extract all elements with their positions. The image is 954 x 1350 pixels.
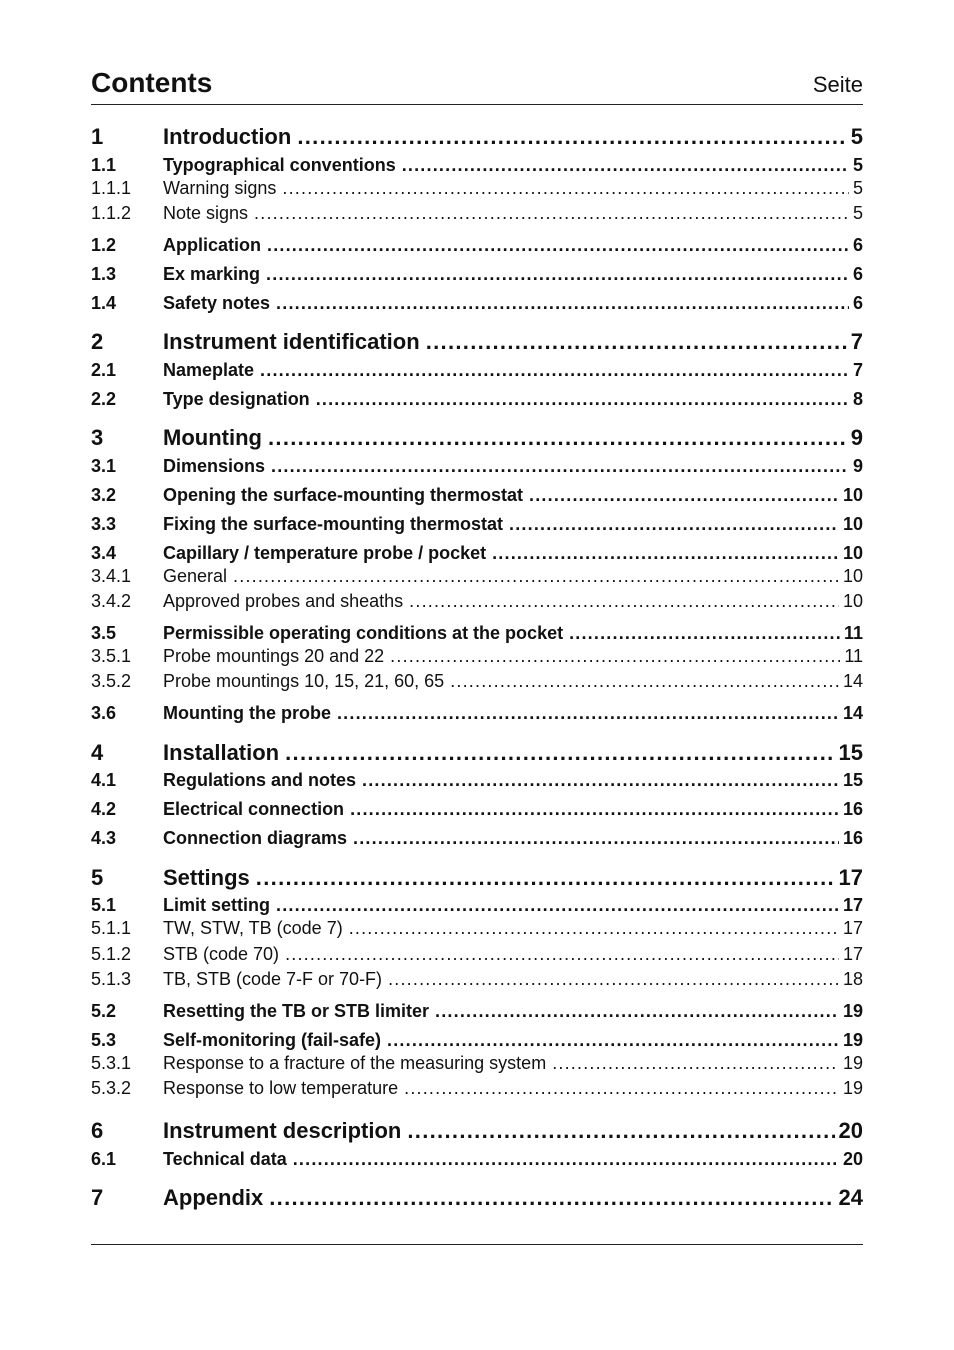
- toc-dot-leader: [349, 918, 839, 939]
- toc-entry[interactable]: [91, 1118, 863, 1144]
- toc-entry-title: Permissible operating conditions at the pocket: [163, 623, 564, 643]
- toc-entry-page: 17: [838, 865, 863, 890]
- toc-entry-title: Mounting the probe: [163, 703, 331, 723]
- toc-entry-number: 2: [91, 329, 104, 354]
- toc-dot-leader: [509, 514, 839, 535]
- toc-entry[interactable]: [91, 944, 863, 970]
- toc-entry-title: Settings: [163, 865, 250, 890]
- toc-dot-leader: [316, 389, 849, 410]
- toc-entry-title: Mounting: [163, 425, 262, 450]
- toc-entry[interactable]: [91, 671, 863, 697]
- toc-dot-leader: [388, 969, 839, 990]
- toc-entry-number: 4.1: [91, 770, 117, 790]
- toc-entry[interactable]: [91, 235, 863, 261]
- toc-entry-number: 4.3: [91, 828, 117, 848]
- toc-entry-title: Response to low temperature: [163, 1078, 399, 1098]
- toc-entry-title: Ex marking: [163, 264, 261, 284]
- toc-entry[interactable]: [91, 703, 863, 729]
- page-header: [91, 66, 863, 105]
- toc-entry-title: Instrument description: [163, 1118, 402, 1143]
- toc-entry[interactable]: [91, 1053, 863, 1079]
- toc-dot-leader: [492, 543, 839, 564]
- toc-entry-title: Response to a fracture of the measuring system: [163, 1053, 547, 1073]
- toc-dot-leader: [529, 485, 839, 506]
- toc-dot-leader: [293, 1149, 839, 1170]
- toc-entry-title: Appendix: [163, 1185, 264, 1210]
- toc-entry[interactable]: [91, 1078, 863, 1104]
- toc-entry-title: TW, STW, TB (code 7): [163, 918, 343, 938]
- page-title: Contents: [91, 67, 213, 98]
- toc-dot-leader: [404, 1078, 839, 1099]
- toc-entry-number: 1.3: [91, 264, 117, 284]
- toc-entry-page: 11: [843, 623, 863, 643]
- toc-entry-number: 2.1: [91, 360, 117, 380]
- footer-divider: [91, 1244, 863, 1245]
- toc-entry-page: 7: [850, 329, 863, 354]
- toc-dot-leader: [390, 646, 840, 667]
- toc-entry[interactable]: [91, 566, 863, 592]
- toc-entry-number: 2.2: [91, 389, 117, 409]
- toc-dot-leader: [267, 235, 849, 256]
- toc-entry-title: Limit setting: [163, 895, 270, 915]
- toc-entry-title: Dimensions: [163, 456, 266, 476]
- toc-entry[interactable]: [91, 740, 863, 766]
- toc-entry-page: 19: [842, 1030, 863, 1050]
- toc-entry-title: Electrical connection: [163, 799, 345, 819]
- toc-entry-page: 6: [852, 293, 863, 313]
- toc-dot-leader: [285, 944, 839, 965]
- toc-dot-leader: [285, 740, 834, 766]
- toc-dot-leader: [269, 1185, 834, 1211]
- toc-entry-number: 7: [91, 1185, 104, 1210]
- toc-entry-page: 6: [852, 264, 863, 284]
- toc-entry-number: 1.1: [91, 155, 117, 175]
- toc-entry[interactable]: [91, 828, 863, 854]
- toc-dot-leader: [407, 1118, 834, 1144]
- toc-entry[interactable]: [91, 514, 863, 540]
- toc-entry-title: Application: [163, 235, 261, 255]
- toc-entry-title: Warning signs: [163, 178, 277, 198]
- toc-entry[interactable]: [91, 918, 863, 944]
- toc-entry-number: 3.5.2: [91, 671, 132, 691]
- toc-dot-leader: [435, 1001, 839, 1022]
- toc-entry[interactable]: [91, 1185, 863, 1211]
- toc-entry-page: 9: [852, 456, 863, 476]
- toc-entry-page: 17: [842, 895, 863, 915]
- toc-entry-number: 5.2: [91, 1001, 117, 1021]
- toc-entry-title: Technical data: [163, 1149, 287, 1169]
- toc-dot-leader: [282, 178, 849, 199]
- toc-entry-title: Connection diagrams: [163, 828, 348, 848]
- toc-entry-number: 3.6: [91, 703, 117, 723]
- toc-entry-number: 3.5: [91, 623, 117, 643]
- toc-entry-title: Instrument identification: [163, 329, 420, 354]
- toc-entry[interactable]: [91, 360, 863, 386]
- toc-entry[interactable]: [91, 969, 863, 995]
- toc-entry-page: 10: [842, 485, 863, 505]
- toc-entry-page: 17: [842, 944, 863, 964]
- toc-entry-title: Regulations and notes: [163, 770, 357, 790]
- toc-entry-title: Introduction: [163, 124, 292, 149]
- toc-dot-leader: [256, 865, 835, 891]
- toc-entry-number: 4: [91, 740, 104, 765]
- toc-entry-title: TB, STB (code 7-F or 70-F): [163, 969, 383, 989]
- toc-entry-title: Installation: [163, 740, 280, 765]
- toc-entry[interactable]: [91, 799, 863, 825]
- toc-entry-page: 8: [852, 389, 863, 409]
- toc-entry-page: 10: [842, 566, 863, 586]
- toc-entry[interactable]: [91, 178, 863, 204]
- toc-entry[interactable]: [91, 770, 863, 796]
- toc-entry-title: Probe mountings 10, 15, 21, 60, 65: [163, 671, 445, 691]
- toc-entry-page: 15: [838, 740, 863, 765]
- toc-entry[interactable]: [91, 203, 863, 229]
- toc-entry-page: 7: [852, 360, 863, 380]
- toc-entry-number: 1.1.2: [91, 203, 132, 223]
- toc-entry-number: 1.4: [91, 293, 117, 313]
- toc-dot-leader: [297, 124, 846, 150]
- toc-entry-number: 6.1: [91, 1149, 117, 1169]
- toc-entry[interactable]: [91, 124, 863, 150]
- toc-entry[interactable]: [91, 1149, 863, 1175]
- toc-entry-page: 19: [842, 1078, 863, 1098]
- toc-dot-leader: [350, 799, 839, 820]
- toc-entry-number: 5.3.2: [91, 1078, 132, 1098]
- toc-entry[interactable]: [91, 329, 863, 355]
- toc-entry-number: 5.1.3: [91, 969, 132, 989]
- toc-entry[interactable]: [91, 1001, 863, 1027]
- toc-entry-title: Nameplate: [163, 360, 255, 380]
- toc-entry[interactable]: [91, 865, 863, 891]
- toc-dot-leader: [276, 895, 839, 916]
- page-column-label: Seite: [812, 72, 863, 97]
- toc-dot-leader: [268, 425, 847, 451]
- toc-entry-page: 18: [842, 969, 863, 989]
- toc-dot-leader: [276, 293, 849, 314]
- toc-entry-title: Capillary / temperature probe / pocket: [163, 543, 487, 563]
- toc-entry-number: 1.2: [91, 235, 117, 255]
- toc-entry-title: Approved probes and sheaths: [163, 591, 404, 611]
- toc-dot-leader: [353, 828, 839, 849]
- toc-entry-number: 3.5.1: [91, 646, 132, 666]
- toc-dot-leader: [387, 1030, 839, 1051]
- toc-dot-leader: [426, 329, 847, 355]
- toc-entry-page: 11: [844, 646, 863, 666]
- toc-entry-page: 16: [842, 828, 863, 848]
- toc-entry-page: 19: [842, 1001, 863, 1021]
- toc-entry-title: Probe mountings 20 and 22: [163, 646, 385, 666]
- toc-entry[interactable]: [91, 293, 863, 319]
- toc-dot-leader: [266, 264, 849, 285]
- toc-dot-leader: [450, 671, 839, 692]
- toc-dot-leader: [233, 566, 839, 587]
- toc-entry-title: Safety notes: [163, 293, 271, 313]
- toc-entry-number: 3: [91, 425, 104, 450]
- toc-entry-number: 5.1.2: [91, 944, 132, 964]
- toc-dot-leader: [254, 203, 849, 224]
- toc-entry-page: 20: [842, 1149, 863, 1169]
- toc-entry-title: STB (code 70): [163, 944, 280, 964]
- toc-entry-page: 10: [842, 514, 863, 534]
- toc-entry-title: Opening the surface-mounting thermostat: [163, 485, 524, 505]
- toc-entry[interactable]: [91, 485, 863, 511]
- toc-entry-number: 3.4.2: [91, 591, 132, 611]
- toc-entry-page: 19: [842, 1053, 863, 1073]
- toc-entry-title: General: [163, 566, 228, 586]
- toc-entry-page: 6: [852, 235, 863, 255]
- toc-entry-page: 5: [852, 203, 863, 223]
- toc-entry[interactable]: [91, 425, 863, 451]
- toc-entry-page: 14: [842, 671, 863, 691]
- toc-entry-number: 3.1: [91, 456, 117, 476]
- toc-entry[interactable]: [91, 456, 863, 482]
- toc-dot-leader: [362, 770, 839, 791]
- toc-dot-leader: [337, 703, 839, 724]
- toc-dot-leader: [409, 591, 839, 612]
- toc-entry-title: Type designation: [163, 389, 310, 409]
- toc-entry-page: 15: [842, 770, 863, 790]
- toc-entry-page: 5: [850, 124, 863, 149]
- toc-entry-title: Typographical conventions: [163, 155, 396, 175]
- toc-entry-title: Note signs: [163, 203, 249, 223]
- toc-entry-number: 5.1.1: [91, 918, 132, 938]
- toc-entry-page: 24: [838, 1185, 863, 1210]
- toc-dot-leader: [402, 155, 849, 176]
- toc-entry-title: Self-monitoring (fail-safe): [163, 1030, 382, 1050]
- toc-entry[interactable]: [91, 264, 863, 290]
- toc-entry-number: 1.1.1: [91, 178, 132, 198]
- toc-entry-number: 5.3.1: [91, 1053, 132, 1073]
- toc-entry-number: 5: [91, 865, 104, 890]
- toc-entry-page: 16: [842, 799, 863, 819]
- toc-entry-title: Fixing the surface-mounting thermostat: [163, 514, 504, 534]
- toc-entry-page: 14: [842, 703, 863, 723]
- toc-entry-number: 3.4.1: [91, 566, 132, 586]
- toc-entry-page: 17: [842, 918, 863, 938]
- toc-entry-page: 10: [842, 543, 863, 563]
- toc-entry-number: 1: [91, 124, 104, 149]
- toc-entry-page: 20: [838, 1118, 863, 1143]
- toc-entry-number: 5.3: [91, 1030, 117, 1050]
- toc-entry-page: 10: [842, 591, 863, 611]
- toc-entry-number: 4.2: [91, 799, 117, 819]
- toc-entry-page: 5: [852, 178, 863, 198]
- toc-dot-leader: [260, 360, 849, 381]
- toc-entry-number: 3.3: [91, 514, 117, 534]
- toc-entry-title: Resetting the TB or STB limiter: [163, 1001, 430, 1021]
- toc-entry[interactable]: [91, 389, 863, 415]
- toc-entry-number: 5.1: [91, 895, 117, 915]
- toc-entry-number: 6: [91, 1118, 104, 1143]
- toc-entry-page: 5: [852, 155, 863, 175]
- toc-entry-page: 9: [850, 425, 863, 450]
- toc-entry-number: 3.2: [91, 485, 117, 505]
- toc-dot-leader: [569, 623, 840, 644]
- toc-entry[interactable]: [91, 646, 863, 672]
- toc-entry[interactable]: [91, 591, 863, 617]
- toc-dot-leader: [271, 456, 849, 477]
- toc-dot-leader: [552, 1053, 839, 1074]
- toc-entry-number: 3.4: [91, 543, 117, 563]
